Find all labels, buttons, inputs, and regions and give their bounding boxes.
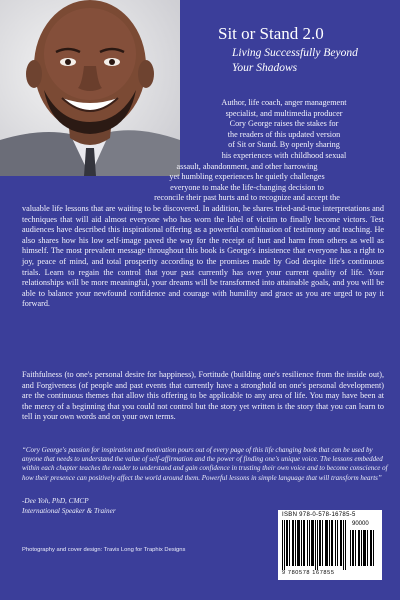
intro-line: Author, life coach, anger management xyxy=(221,98,347,107)
description-paragraph-2: Faithfulness (to one's personal desire for happiness), Fortitude (building one's resilience from the inside out), and Forgiveness (of people and past events that currently have a stronghold on one's personal development) are the continuous themes that allow this offering to be applicable to any area of life. You may have been at the mercy of a beginning that you could not control but the story yet written is the story that you can learn to tell in your own words and on your own terms. xyxy=(22,370,384,422)
intro-text-wide xyxy=(110,162,384,204)
price-code: 90000 xyxy=(352,521,369,527)
intro-line: of Sit or Stand. By openly sharing xyxy=(228,140,340,150)
barcode-icon xyxy=(282,520,378,570)
barcode-digits: 9 780578 167855 xyxy=(282,570,335,576)
intro-line: Cory George raises the stakes for xyxy=(229,119,339,129)
intro-line: the readers of this updated version xyxy=(227,129,341,139)
endorsement-quote: “Cory George's passion for inspiration and motivation pours out of every page of this life changing book that can be used by anyone that needs to understand the value of self-affirmation and the power of finding one's unique voice. The lessons embedded within each chapter teaches the reader to understand and gain confidence in trusting their own voice and to become conscience of how their presence can positively affect the world around them. Powerful lessons in simple language that will transform hearts” xyxy=(22,446,388,482)
attribution-role: International Speaker & Trainer xyxy=(22,507,116,515)
author-portrait-icon xyxy=(0,0,180,176)
endorsement-attribution xyxy=(22,496,116,516)
subtitle-line: Living Successfully Beyond xyxy=(232,47,358,59)
intro-line: everyone to make the life-changing decision to xyxy=(170,182,324,192)
book-subtitle xyxy=(232,46,392,76)
intro-text xyxy=(184,98,384,162)
intro-line: specialist, and multimedia producer xyxy=(225,108,343,118)
barcode-box xyxy=(278,510,382,580)
book-title: Sit or Stand 2.0 xyxy=(218,24,324,43)
subtitle-line: Your Shadows xyxy=(232,62,298,74)
author-photo xyxy=(0,0,180,176)
description-paragraph-1: valuable life lessons that are waiting to be discovered. In addition, he shares tried-and-true interpretations and techniques that will aid almost everyone who has worn the label of victim to finally become victors. Test audiences have described this inspirational offering as a powerful combination of testimony and teaching. He also shares how his low self-image paved the way for the receipt of hurt and harm from others as well as himself. The most prevalent message throughout this book is George's insistence that everyone has a right to joy, peace of mind, and total prosperity according to the promises made by God despite life's continuous trials. Learn to regain the control that your past currently has over your current quality of life. Your relationships will be more meaningful, your dreams will be transformed into attainable goals, and you will be able to balance your newfound confidence and courage with humility and grace as you are urged to pay it forward. xyxy=(22,204,384,309)
cover-credits: Photography and cover design: Travis Long for Traphix Designs xyxy=(22,547,186,553)
intro-line: assault, abandonment, and other harrowing xyxy=(176,161,318,171)
intro-line: reconcile their past hurts and to recognize and accept the xyxy=(154,193,340,203)
attribution-name: -Dee Yoh, PhD, CMCP xyxy=(22,497,89,505)
isbn-label: ISBN 978-0-578-16785-5 xyxy=(282,512,356,518)
intro-line: yet humbling experiences he quietly challenges xyxy=(169,172,325,182)
intro-line: his experiences with childhood sexual xyxy=(221,150,347,160)
